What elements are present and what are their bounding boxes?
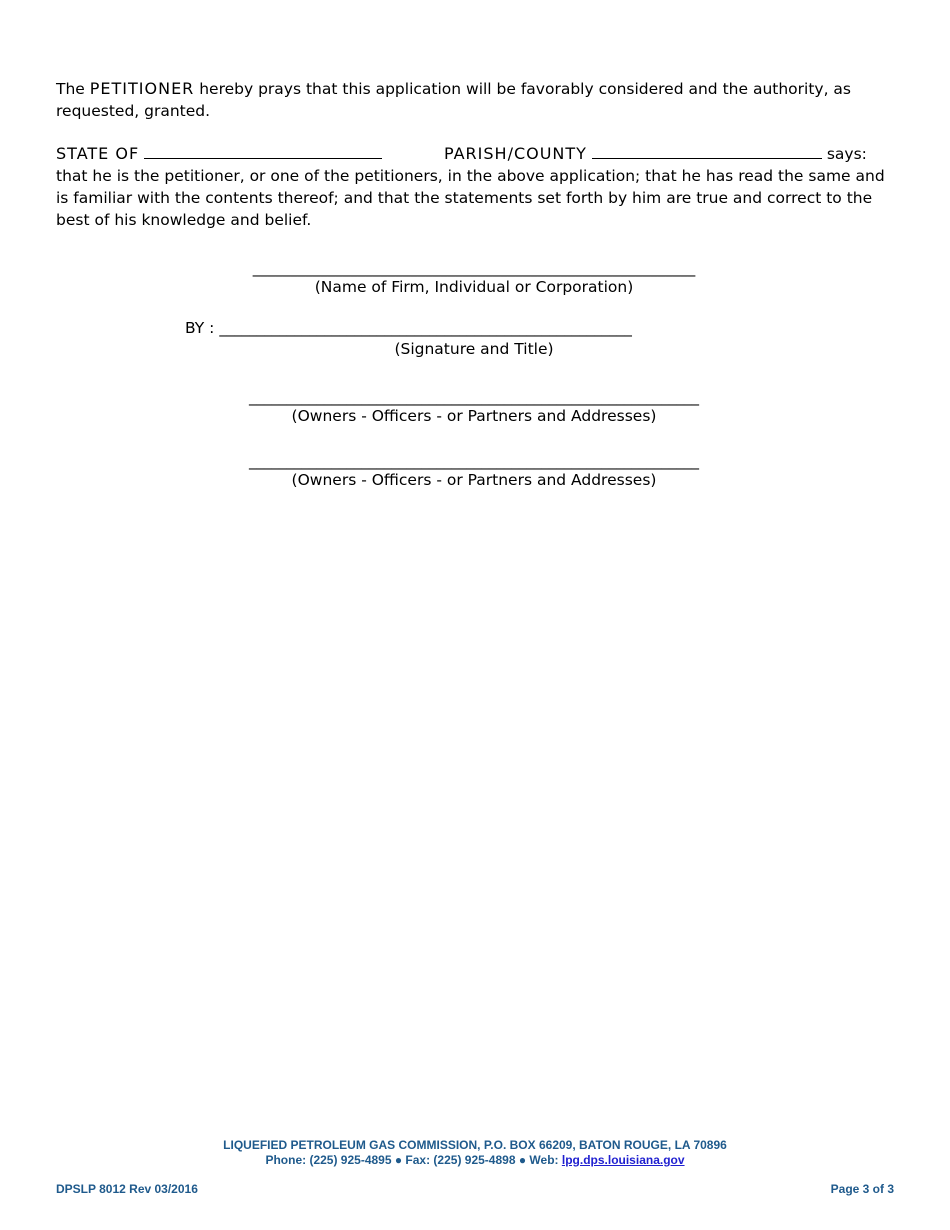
- firm-signature-block: [185, 259, 763, 297]
- owners-block-1: [185, 388, 763, 426]
- intro-rest: hereby prays that this application will be favorably considered and the authority, as requested, granted.: [56, 80, 852, 120]
- oath-location-row: [56, 143, 896, 165]
- footer-address: LIQUEFIED PETROLEUM GAS COMMISSION, P.O. BOX 66209, BATON ROUGE, LA 70896: [223, 1138, 727, 1152]
- parish-county-blank-field[interactable]: [592, 144, 822, 159]
- says-label: says:: [821, 145, 867, 163]
- footer-contact: [0, 1153, 950, 1168]
- oath-paragraph: [56, 143, 896, 231]
- oath-body-text: that he is the petitioner, or one of the petitioners, in the above application; that he has read the same and is familiar with the contents thereof; and that the statements set forth by him are true and correct to the best of his knowledge and belief.: [56, 167, 885, 229]
- owners-caption-2: (Owners - Officers - or Partners and Addresses): [291, 471, 657, 489]
- firm-name-line[interactable]: ___________________________________________________________: [252, 259, 696, 277]
- signature-title-line[interactable]: _______________________________________________________: [219, 319, 632, 337]
- petition-prayer-paragraph: [56, 78, 896, 122]
- page-number: Page 3 of 3: [830, 1182, 894, 1196]
- signature-title-caption: (Signature and Title): [394, 340, 554, 358]
- state-of-label: STATE OF: [56, 144, 140, 163]
- parish-county-label: PARISH/COUNTY: [443, 144, 587, 163]
- footer-contact-text: Phone: (225) 925-4895 ● Fax: (225) 925-4898 ● Web:: [265, 1153, 562, 1167]
- firm-name-caption: (Name of Firm, Individual or Corporation): [314, 278, 634, 296]
- owners-block-2: [185, 452, 763, 490]
- intro-prefix: The: [56, 80, 90, 98]
- petitioner-keyword: PETITIONER: [89, 79, 195, 98]
- owners-caption-1: (Owners - Officers - or Partners and Addresses): [291, 407, 657, 425]
- footer-web-link[interactable]: lpg.dps.louisiana.gov: [561, 1153, 685, 1167]
- owners-line-1[interactable]: ____________________________________________________________: [249, 388, 699, 406]
- by-row: [185, 317, 763, 339]
- by-label: BY :: [185, 319, 220, 337]
- state-blank-field[interactable]: [144, 144, 382, 159]
- by-signature-block: [185, 317, 763, 359]
- form-id: DPSLP 8012 Rev 03/2016: [56, 1182, 198, 1196]
- owners-line-2[interactable]: ____________________________________________________________: [249, 452, 699, 470]
